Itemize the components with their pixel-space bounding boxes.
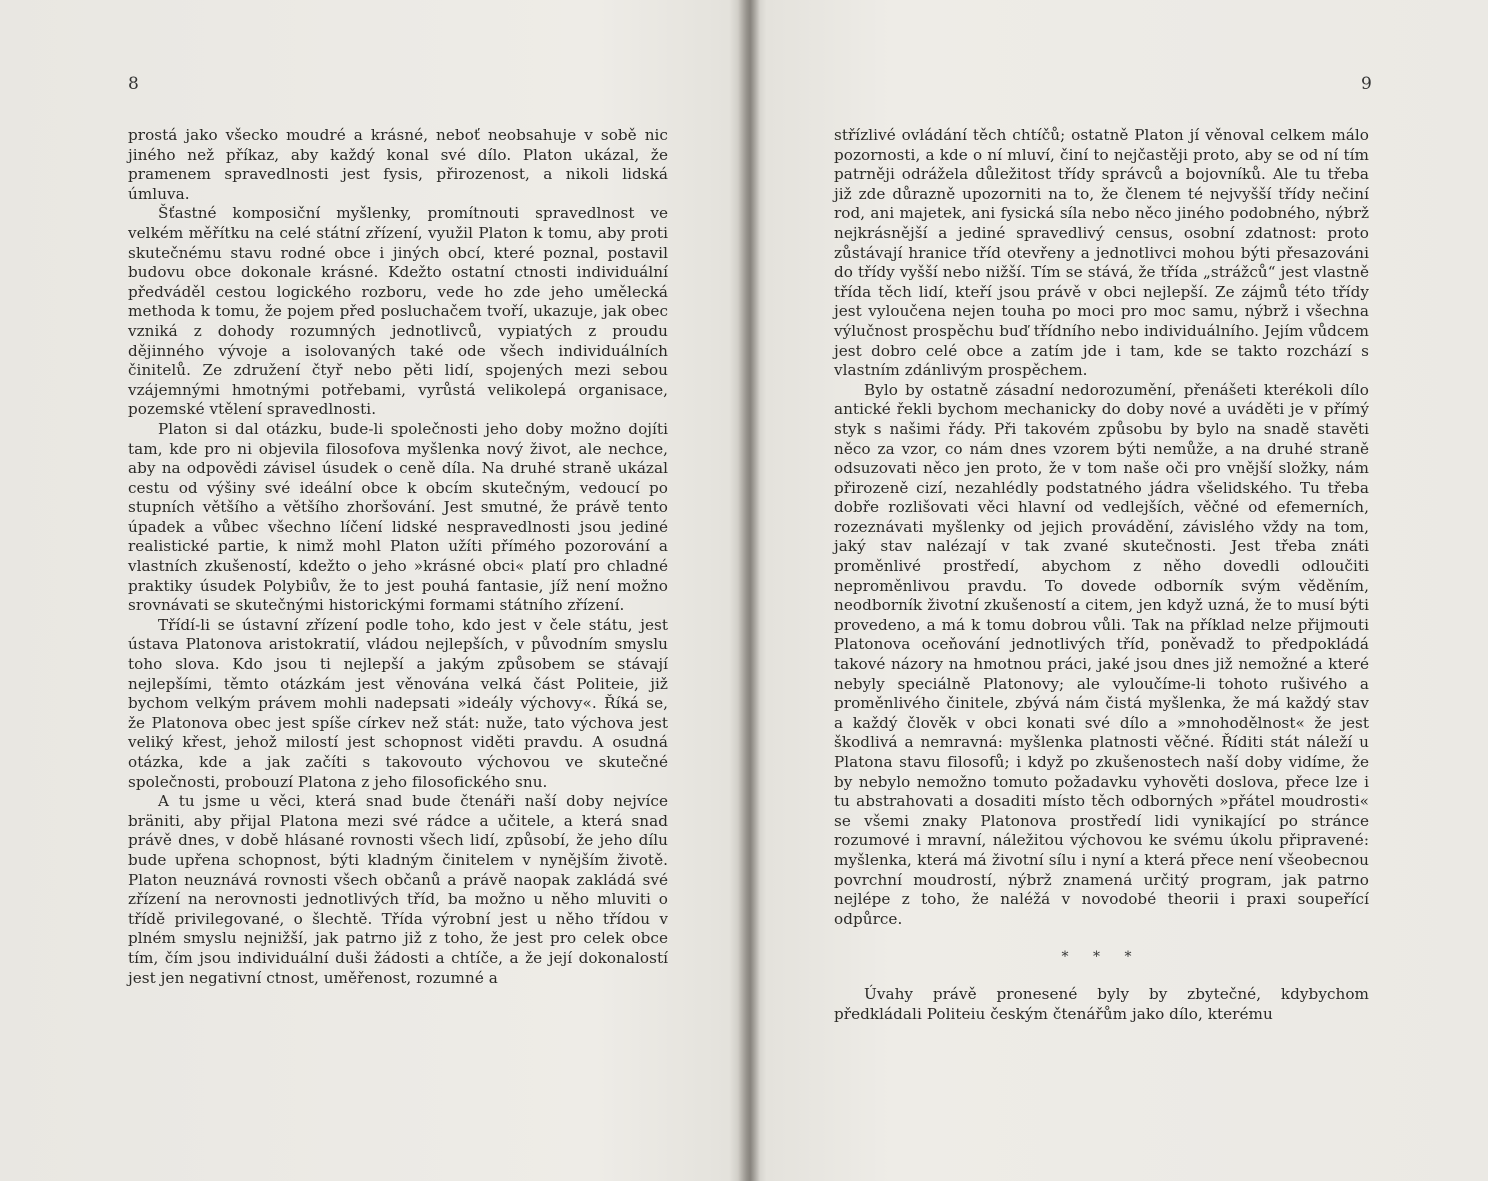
left-page-number: 8 <box>128 74 139 94</box>
left-paragraph-2: Šťastné komposiční myšlenky, promítnouti spravedlnost ve velkém měřítku na celé státní zřízení, využil Platon k tomu, aby proti skutečnému stavu rodné obce i jiných obcí, které poznal, postavil budovu obce dokonale krásné. Kdežto ostatní ctnosti individuální předváděl cestou logického rozboru, vede ho zde jeho umělecká methoda k tomu, že pojem před posluchačem tvoří, ukazuje, jak obec vzniká z dohody rozumných jednotlivců, vypiatých z proudu dějinného vývoje a isolovaných také ode všech individuálních činitelů. Ze združení čtyř nebo pěti lidí, spojených mezi sebou vzájemnými hmotnými potřebami, vyrůstá velikolepá organisace, pozemské vtělení spravedlnosti. <box>128 204 668 419</box>
book-gutter <box>738 0 760 1181</box>
left-paragraph-1: prostá jako všecko moudré a krásné, neboť neobsahuje v sobě nic jiného než příkaz, aby každý konal své dílo. Platon ukázal, že pramenem spravedlnosti jest fysis, přirozenost, a nikoli lidská úmluva. <box>128 126 668 203</box>
right-paragraph-2: Bylo by ostatně zásadní nedorozumění, přenášeti kterékoli dílo antické řekli bychom mechanicky do doby nové a uváděti je v přímý styk s našimi řády. Při takovém způsobu by bylo na snadě stavěti něco za vzor, co nám dnes vzorem býti nemůže, a na druhé straně odsuzovati něco jen proto, že v tom naše oči pro vnější složky, nám přirozeně cizí, nezahlédly podstatného jádra všelidského. Tu třeba dobře rozlišovati věci hlavní od vedlejších, věčné od efemerních, rozeznávati myšlenky od jejich provádění, závislého vždy na tom, jaký stav nalézají v tak zvané skutečnosti. Jest třeba znáti proměnlivé prostředí, abychom z něho dovedli odloučiti neproměnlivou pravdu. To dovede odborník svým věděním, neodborník životní zkušeností a citem, jen když uzná, že to musí býti provedeno, a má k tomu dobrou vůli. Tak na příklad nelze přijmouti Platonova oceňování jednotlivých tříd, poněvadž to předpokládá takové názory na hmotnou práci, jaké jsou dnes již nemožné a které nebyly speciálně Platonovy; ale vyloučíme-li tohoto rušivého a proměnlivého činitele, zbývá nám čistá myšlenka, že má každý stav a každý člověk v obci konati své dílo a »mnohodělnost« že jest škodlivá a nemravná: myšlenka platnosti věčné. Říditi stát náleží u Platona stavu filosofů; i když po zkušenostech naší doby vidíme, že by nebylo nemožno tomuto požadavku vyhověti doslova, přece lze i tu abstrahovati a dosaditi místo těch odborných »přátel moudrosti« se všemi znaky Platonova prostředí lidi vynikající po stránce rozumové i mravní, náležitou výchovou ke svému úkolu připravené: myšlenka, která má životní sílu i nyní a která přece není všeobecnou povrchní moudrostí, nýbrž znamená určitý program, jak patrno nejlépe z toho, že naléžá v novodobé theorii i praxi soupeřící odpůrce. <box>834 380 1369 928</box>
left-paragraph-5: A tu jsme u věci, která snad bude čtenáři naší doby nejvíce bräniti, aby přijal Platona mezi své rádce a učitele, a která snad právě dnes, v době hlásané rovnosti všech lidí, způsobí, že jeho dílu bude upřena schopnost, býti kladným činitelem v nynějším životě. Platon neuznává rovnosti všech občanů a právě naopak zakládá své zřízení na nerovnosti jednotlivých tříd, ba možno u něho mluviti o třídě privilegované, o šlechtě. Třída výrobní jest u něho třídou v plném smyslu nejnižší, jak patrno již z toho, že jest pro celek obce tím, čím jsou individuální duši žádosti a chtíče, a že její dokonalostí jest jen negativní ctnost, uměřenost, rozumné a <box>128 792 668 987</box>
section-separator: * * * <box>1061 949 1142 966</box>
left-paragraph-4: Třídí-li se ústavní zřízení podle toho, kdo jest v čele státu, jest ústava Platonova aristokratií, vládou nejlepších, v původním smyslu toho slova. Kdo jsou ti nejlepší a jakým způsobem se stávají nejlepšími, těmto otázkám jest věnována velká část Politeie, již bychom velkým právem mohli nadepsati »ideály výchovy«. Říká se, že Platonova obec jest spíše církev než stát: nuže, tato výchova jest veliký křest, jehož milostí jest schopnost viděti pravdu. A osudná otázka, kde a jak začíti s takovouto výchovou ve skutečné společnosti, probouzí Platona z jeho filosofického snu. <box>128 615 668 791</box>
right-closing-paragraph: Úvahy právě pronesené byly by zbytečné, kdybychom předkládali Politeiu českým čtenářům jako dílo, kterému <box>834 985 1369 1023</box>
right-page-text <box>834 126 1369 1025</box>
left-page-text <box>128 126 668 988</box>
left-paragraph-3: Platon si dal otázku, bude-li společnosti jeho doby možno dojíti tam, kde pro ni objevila filosofova myšlenka nový život, ale nechce, aby na odpovědi závisel úsudek o ceně díla. Na druhé straně ukázal cestu od výšiny své ideální obce k obcím skutečným, vedoucí po stupních většího a většího zhoršování. Jest smutné, že právě tento úpadek a vůbec všechno líčení lidské nespravedlnosti jsou jediné realistické partie, k nimž mohl Platon užíti přímého pozorování a vlastních zkušeností, kdežto o jeho »krásné obci« platí pro chladné praktiky úsudek Polybiův, že to jest pouhá fantasie, jíž není možno srovnávati se skutečnými historickými formami státního zřízení. <box>128 419 668 615</box>
right-page-number: 9 <box>1361 74 1372 94</box>
right-paragraph-1: střízlivé ovládání těch chtíčů; ostatně Platon jí věnoval celkem málo pozornosti, a kde o ní mluví, činí to nejčastěji proto, aby se od ní tím patrněji odrážela důležitost třídy správců a bojovníků. Ale tu třeba již zde důrazně upozorniti na to, že členem té nejvyšší třídy nečiní rod, ani majetek, ani fysická síla nebo něco jiného podobného, nýbrž nejkrásnější a jediné spravedlivý census, osobní zdatnost: proto zůstávají hranice tříd otevřeny a jednotlivci mohou býti přesazováni do třídy vyšší nebo nižší. Tím se stává, že třída „strážců“ jest vlastně třída těch lidí, kteří jsou právě v obci nejlepší. Ze zájmů této třídy jest vyloučena nejen touha po moci pro moc samu, nýbrž i všechna výlučnost prospěchu buď třídního nebo individuálního. Jejím vůdcem jest dobro celé obce a zatím jde i tam, kde se takto rozchází s vlastním zdánlivým prospěchem. <box>834 126 1369 380</box>
